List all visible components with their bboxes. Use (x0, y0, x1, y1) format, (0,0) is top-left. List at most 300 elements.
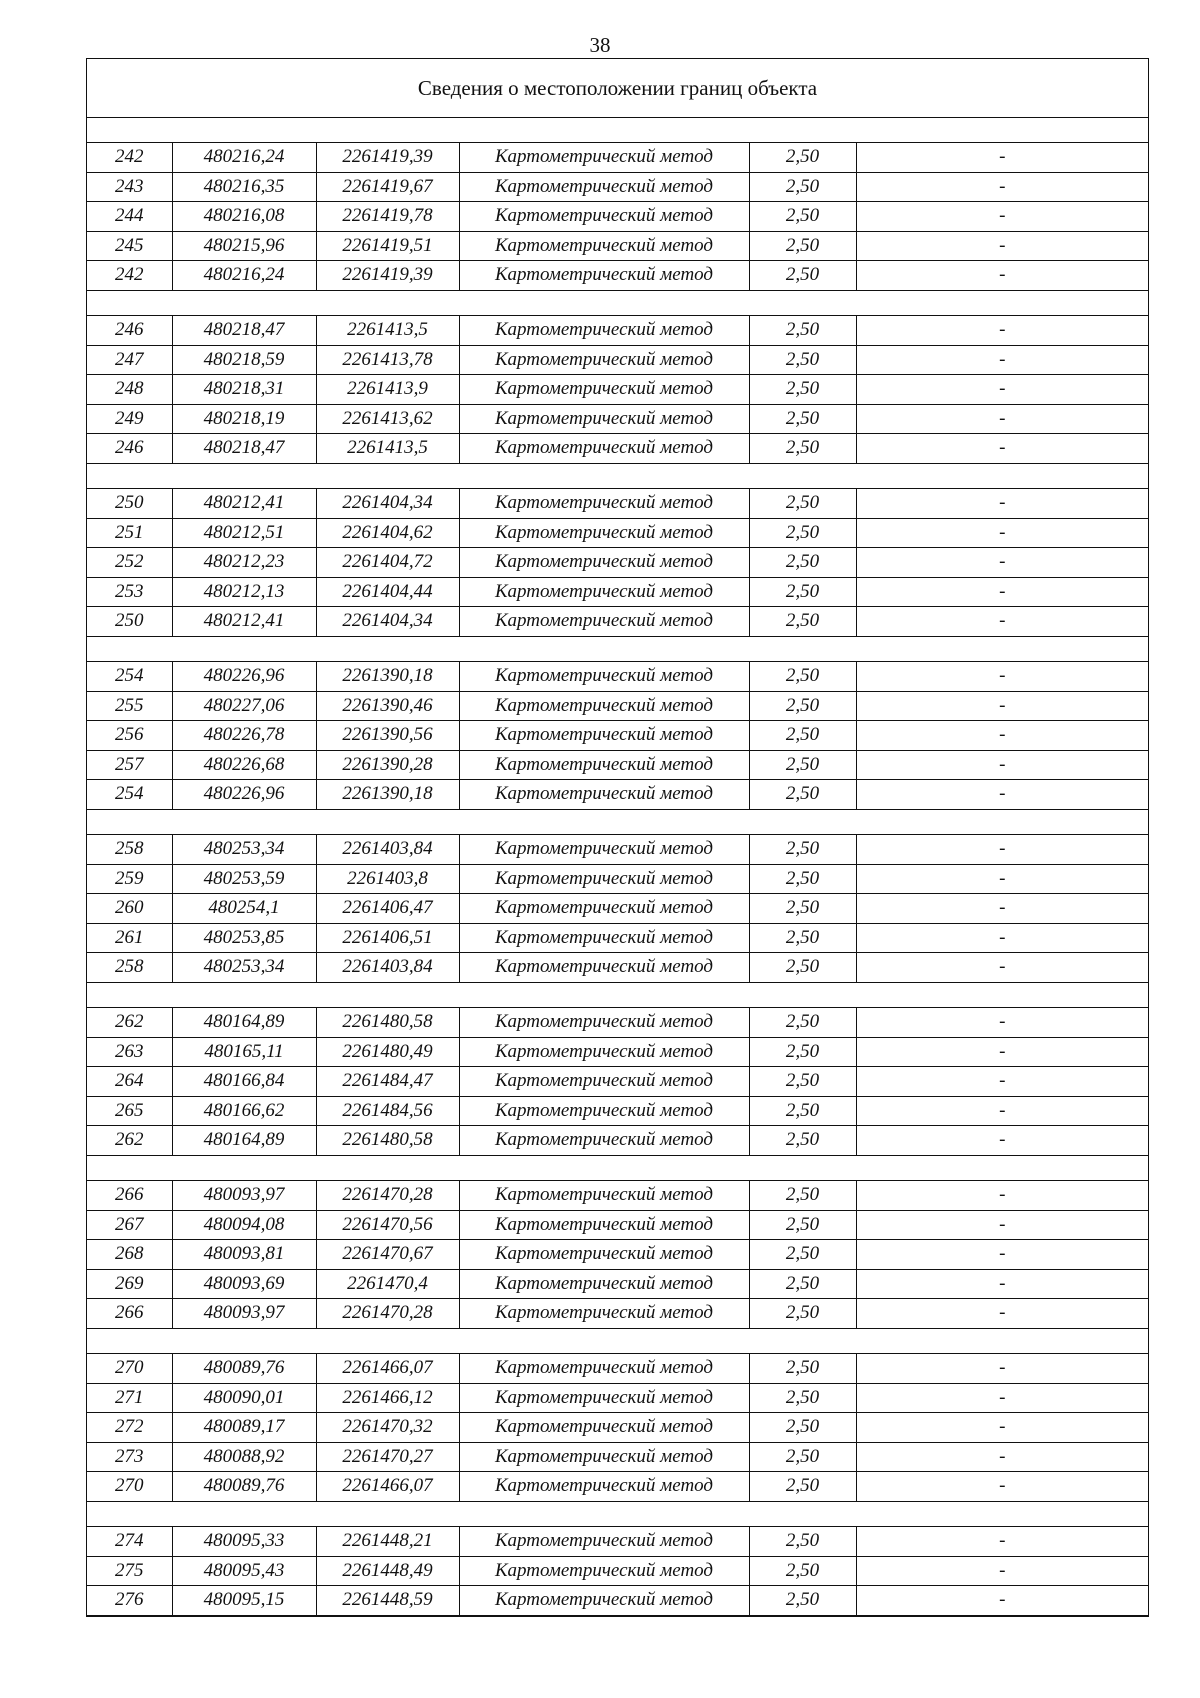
method-cell: Картометрический метод (459, 1354, 749, 1384)
separator-cell (87, 463, 1148, 489)
header-spacer-row (87, 118, 1148, 143)
x-coordinate-cell: 480216,24 (172, 261, 316, 291)
point-number-cell: 257 (87, 750, 172, 780)
method-cell: Картометрический метод (459, 894, 749, 924)
description-cell: - (856, 953, 1148, 983)
x-coordinate-cell: 480216,35 (172, 172, 316, 202)
y-coordinate-cell: 2261448,21 (316, 1527, 459, 1557)
table-row (87, 691, 1148, 721)
x-coordinate-cell: 480166,84 (172, 1067, 316, 1097)
y-coordinate-cell: 2261466,07 (316, 1472, 459, 1502)
point-number-cell: 258 (87, 953, 172, 983)
table-row (87, 434, 1148, 464)
accuracy-cell: 2,50 (749, 662, 856, 692)
point-number-cell: 270 (87, 1472, 172, 1502)
y-coordinate-cell: 2261470,32 (316, 1413, 459, 1443)
table-row (87, 750, 1148, 780)
accuracy-cell: 2,50 (749, 548, 856, 578)
description-cell: - (856, 1037, 1148, 1067)
table-row (87, 607, 1148, 637)
table-row (87, 1008, 1148, 1038)
description-cell: - (856, 375, 1148, 405)
description-cell: - (856, 691, 1148, 721)
accuracy-cell: 2,50 (749, 1181, 856, 1211)
x-coordinate-cell: 480094,08 (172, 1210, 316, 1240)
description-cell: - (856, 864, 1148, 894)
table-row (87, 1413, 1148, 1443)
method-cell: Картометрический метод (459, 489, 749, 519)
y-coordinate-cell: 2261404,72 (316, 548, 459, 578)
table-row (87, 1442, 1148, 1472)
table-row (87, 375, 1148, 405)
accuracy-cell: 2,50 (749, 780, 856, 810)
method-cell: Картометрический метод (459, 1442, 749, 1472)
method-cell: Картометрический метод (459, 662, 749, 692)
accuracy-cell: 2,50 (749, 1586, 856, 1616)
separator-cell (87, 982, 1148, 1008)
table-row (87, 923, 1148, 953)
y-coordinate-cell: 2261470,4 (316, 1269, 459, 1299)
description-cell: - (856, 750, 1148, 780)
method-cell: Картометрический метод (459, 1556, 749, 1586)
description-cell: - (856, 404, 1148, 434)
x-coordinate-cell: 480088,92 (172, 1442, 316, 1472)
y-coordinate-cell: 2261390,28 (316, 750, 459, 780)
table-row (87, 489, 1148, 519)
group-separator-row (87, 809, 1148, 835)
x-coordinate-cell: 480093,81 (172, 1240, 316, 1270)
y-coordinate-cell: 2261470,67 (316, 1240, 459, 1270)
point-number-cell: 245 (87, 231, 172, 261)
boundary-sheet (86, 58, 1149, 1617)
group-separator-row (87, 463, 1148, 489)
description-cell: - (856, 1413, 1148, 1443)
description-cell: - (856, 1586, 1148, 1616)
x-coordinate-cell: 480218,47 (172, 316, 316, 346)
point-number-cell: 275 (87, 1556, 172, 1586)
method-cell: Картометрический метод (459, 172, 749, 202)
accuracy-cell: 2,50 (749, 231, 856, 261)
method-cell: Картометрический метод (459, 1472, 749, 1502)
accuracy-cell: 2,50 (749, 1354, 856, 1384)
y-coordinate-cell: 2261480,58 (316, 1008, 459, 1038)
description-cell: - (856, 1527, 1148, 1557)
x-coordinate-cell: 480254,1 (172, 894, 316, 924)
x-coordinate-cell: 480226,96 (172, 780, 316, 810)
description-cell: - (856, 202, 1148, 232)
x-coordinate-cell: 480253,59 (172, 864, 316, 894)
y-coordinate-cell: 2261404,62 (316, 518, 459, 548)
y-coordinate-cell: 2261404,34 (316, 489, 459, 519)
y-coordinate-cell: 2261419,39 (316, 143, 459, 172)
method-cell: Картометрический метод (459, 1240, 749, 1270)
method-cell: Картометрический метод (459, 1586, 749, 1616)
method-cell: Картометрический метод (459, 750, 749, 780)
separator-cell (87, 290, 1148, 316)
table-row (87, 1472, 1148, 1502)
method-cell: Картометрический метод (459, 1126, 749, 1156)
method-cell: Картометрический метод (459, 953, 749, 983)
table-row (87, 143, 1148, 172)
table-row (87, 316, 1148, 346)
table-row (87, 721, 1148, 751)
point-number-cell: 273 (87, 1442, 172, 1472)
accuracy-cell: 2,50 (749, 1008, 856, 1038)
method-cell: Картометрический метод (459, 261, 749, 291)
x-coordinate-cell: 480253,85 (172, 923, 316, 953)
point-number-cell: 269 (87, 1269, 172, 1299)
accuracy-cell: 2,50 (749, 1240, 856, 1270)
method-cell: Картометрический метод (459, 143, 749, 172)
point-number-cell: 271 (87, 1383, 172, 1413)
accuracy-cell: 2,50 (749, 518, 856, 548)
x-coordinate-cell: 480212,23 (172, 548, 316, 578)
table-row (87, 231, 1148, 261)
separator-cell (87, 636, 1148, 662)
point-number-cell: 242 (87, 143, 172, 172)
accuracy-cell: 2,50 (749, 1556, 856, 1586)
table-row (87, 1240, 1148, 1270)
description-cell: - (856, 518, 1148, 548)
point-number-cell: 265 (87, 1096, 172, 1126)
accuracy-cell: 2,50 (749, 864, 856, 894)
accuracy-cell: 2,50 (749, 894, 856, 924)
x-coordinate-cell: 480226,96 (172, 662, 316, 692)
separator-cell (87, 1155, 1148, 1181)
table-row (87, 1527, 1148, 1557)
description-cell: - (856, 662, 1148, 692)
method-cell: Картометрический метод (459, 1008, 749, 1038)
accuracy-cell: 2,50 (749, 1527, 856, 1557)
accuracy-cell: 2,50 (749, 1472, 856, 1502)
x-coordinate-cell: 480164,89 (172, 1126, 316, 1156)
point-number-cell: 270 (87, 1354, 172, 1384)
description-cell: - (856, 434, 1148, 464)
description-cell: - (856, 261, 1148, 291)
accuracy-cell: 2,50 (749, 1413, 856, 1443)
table-row (87, 1269, 1148, 1299)
accuracy-cell: 2,50 (749, 1096, 856, 1126)
group-separator-row (87, 636, 1148, 662)
accuracy-cell: 2,50 (749, 835, 856, 865)
table-row (87, 261, 1148, 291)
table-row (87, 1037, 1148, 1067)
y-coordinate-cell: 2261466,12 (316, 1383, 459, 1413)
x-coordinate-cell: 480226,68 (172, 750, 316, 780)
table-row (87, 345, 1148, 375)
y-coordinate-cell: 2261419,67 (316, 172, 459, 202)
description-cell: - (856, 489, 1148, 519)
method-cell: Картометрический метод (459, 691, 749, 721)
method-cell: Картометрический метод (459, 1527, 749, 1557)
sheet-title: Сведения о местоположении границ объекта (87, 59, 1148, 118)
y-coordinate-cell: 2261413,78 (316, 345, 459, 375)
method-cell: Картометрический метод (459, 316, 749, 346)
accuracy-cell: 2,50 (749, 1269, 856, 1299)
y-coordinate-cell: 2261484,47 (316, 1067, 459, 1097)
x-coordinate-cell: 480164,89 (172, 1008, 316, 1038)
y-coordinate-cell: 2261403,84 (316, 953, 459, 983)
method-cell: Картометрический метод (459, 345, 749, 375)
point-number-cell: 272 (87, 1413, 172, 1443)
description-cell: - (856, 345, 1148, 375)
x-coordinate-cell: 480253,34 (172, 953, 316, 983)
accuracy-cell: 2,50 (749, 375, 856, 405)
method-cell: Картометрический метод (459, 721, 749, 751)
separator-cell (87, 809, 1148, 835)
accuracy-cell: 2,50 (749, 143, 856, 172)
table-row (87, 1067, 1148, 1097)
x-coordinate-cell: 480226,78 (172, 721, 316, 751)
point-number-cell: 266 (87, 1181, 172, 1211)
point-number-cell: 250 (87, 607, 172, 637)
x-coordinate-cell: 480212,41 (172, 489, 316, 519)
description-cell: - (856, 1181, 1148, 1211)
x-coordinate-cell: 480218,59 (172, 345, 316, 375)
y-coordinate-cell: 2261448,59 (316, 1586, 459, 1616)
x-coordinate-cell: 480093,69 (172, 1269, 316, 1299)
point-number-cell: 250 (87, 489, 172, 519)
table-row (87, 662, 1148, 692)
accuracy-cell: 2,50 (749, 721, 856, 751)
table-row (87, 1299, 1148, 1329)
y-coordinate-cell: 2261390,56 (316, 721, 459, 751)
page-number: 38 (589, 33, 611, 57)
description-cell: - (856, 1556, 1148, 1586)
table-row (87, 1354, 1148, 1384)
y-coordinate-cell: 2261406,47 (316, 894, 459, 924)
point-number-cell: 276 (87, 1586, 172, 1616)
y-coordinate-cell: 2261413,5 (316, 434, 459, 464)
method-cell: Картометрический метод (459, 434, 749, 464)
point-number-cell: 254 (87, 780, 172, 810)
method-cell: Картометрический метод (459, 864, 749, 894)
method-cell: Картометрический метод (459, 231, 749, 261)
y-coordinate-cell: 2261470,56 (316, 1210, 459, 1240)
y-coordinate-cell: 2261390,18 (316, 662, 459, 692)
group-separator-row (87, 1501, 1148, 1527)
accuracy-cell: 2,50 (749, 172, 856, 202)
description-cell: - (856, 894, 1148, 924)
method-cell: Картометрический метод (459, 923, 749, 953)
description-cell: - (856, 835, 1148, 865)
method-cell: Картометрический метод (459, 548, 749, 578)
description-cell: - (856, 316, 1148, 346)
x-coordinate-cell: 480216,24 (172, 143, 316, 172)
separator-cell (87, 1328, 1148, 1354)
y-coordinate-cell: 2261419,39 (316, 261, 459, 291)
accuracy-cell: 2,50 (749, 1442, 856, 1472)
y-coordinate-cell: 2261390,18 (316, 780, 459, 810)
point-number-cell: 274 (87, 1527, 172, 1557)
group-separator-row (87, 290, 1148, 316)
description-cell: - (856, 1472, 1148, 1502)
description-cell: - (856, 1240, 1148, 1270)
table-row (87, 1383, 1148, 1413)
point-number-cell: 256 (87, 721, 172, 751)
y-coordinate-cell: 2261480,58 (316, 1126, 459, 1156)
x-coordinate-cell: 480090,01 (172, 1383, 316, 1413)
table-row (87, 953, 1148, 983)
method-cell: Картометрический метод (459, 577, 749, 607)
y-coordinate-cell: 2261480,49 (316, 1037, 459, 1067)
table-row (87, 835, 1148, 865)
table-row (87, 577, 1148, 607)
point-number-cell: 244 (87, 202, 172, 232)
description-cell: - (856, 143, 1148, 172)
description-cell: - (856, 1126, 1148, 1156)
y-coordinate-cell: 2261404,34 (316, 607, 459, 637)
y-coordinate-cell: 2261406,51 (316, 923, 459, 953)
x-coordinate-cell: 480089,76 (172, 1472, 316, 1502)
point-number-cell: 260 (87, 894, 172, 924)
table-row (87, 864, 1148, 894)
table-row (87, 1586, 1148, 1616)
x-coordinate-cell: 480095,43 (172, 1556, 316, 1586)
point-number-cell: 262 (87, 1126, 172, 1156)
y-coordinate-cell: 2261466,07 (316, 1354, 459, 1384)
point-number-cell: 268 (87, 1240, 172, 1270)
accuracy-cell: 2,50 (749, 691, 856, 721)
x-coordinate-cell: 480253,34 (172, 835, 316, 865)
description-cell: - (856, 577, 1148, 607)
coordinates-table-body (87, 143, 1148, 1615)
point-number-cell: 246 (87, 434, 172, 464)
accuracy-cell: 2,50 (749, 1126, 856, 1156)
point-number-cell: 255 (87, 691, 172, 721)
point-number-cell: 246 (87, 316, 172, 346)
x-coordinate-cell: 480093,97 (172, 1299, 316, 1329)
accuracy-cell: 2,50 (749, 404, 856, 434)
y-coordinate-cell: 2261413,62 (316, 404, 459, 434)
accuracy-cell: 2,50 (749, 1383, 856, 1413)
method-cell: Картометрический метод (459, 202, 749, 232)
y-coordinate-cell: 2261413,9 (316, 375, 459, 405)
x-coordinate-cell: 480089,76 (172, 1354, 316, 1384)
point-number-cell: 263 (87, 1037, 172, 1067)
x-coordinate-cell: 480095,33 (172, 1527, 316, 1557)
table-row (87, 1126, 1148, 1156)
method-cell: Картометрический метод (459, 1181, 749, 1211)
accuracy-cell: 2,50 (749, 953, 856, 983)
description-cell: - (856, 1269, 1148, 1299)
point-number-cell: 249 (87, 404, 172, 434)
point-number-cell: 264 (87, 1067, 172, 1097)
point-number-cell: 251 (87, 518, 172, 548)
coordinates-table (87, 143, 1148, 1616)
x-coordinate-cell: 480218,31 (172, 375, 316, 405)
separator-cell (87, 1501, 1148, 1527)
point-number-cell: 252 (87, 548, 172, 578)
accuracy-cell: 2,50 (749, 434, 856, 464)
table-row (87, 1556, 1148, 1586)
y-coordinate-cell: 2261448,49 (316, 1556, 459, 1586)
x-coordinate-cell: 480166,62 (172, 1096, 316, 1126)
point-number-cell: 266 (87, 1299, 172, 1329)
accuracy-cell: 2,50 (749, 489, 856, 519)
description-cell: - (856, 607, 1148, 637)
method-cell: Картометрический метод (459, 835, 749, 865)
x-coordinate-cell: 480216,08 (172, 202, 316, 232)
x-coordinate-cell: 480093,97 (172, 1181, 316, 1211)
description-cell: - (856, 923, 1148, 953)
y-coordinate-cell: 2261484,56 (316, 1096, 459, 1126)
method-cell: Картометрический метод (459, 518, 749, 548)
description-cell: - (856, 548, 1148, 578)
group-separator-row (87, 1328, 1148, 1354)
accuracy-cell: 2,50 (749, 1067, 856, 1097)
y-coordinate-cell: 2261413,5 (316, 316, 459, 346)
method-cell: Картометрический метод (459, 607, 749, 637)
point-number-cell: 242 (87, 261, 172, 291)
method-cell: Картометрический метод (459, 375, 749, 405)
accuracy-cell: 2,50 (749, 202, 856, 232)
table-row (87, 518, 1148, 548)
description-cell: - (856, 1096, 1148, 1126)
method-cell: Картометрический метод (459, 780, 749, 810)
accuracy-cell: 2,50 (749, 1299, 856, 1329)
x-coordinate-cell: 480089,17 (172, 1413, 316, 1443)
y-coordinate-cell: 2261470,28 (316, 1181, 459, 1211)
description-cell: - (856, 780, 1148, 810)
x-coordinate-cell: 480215,96 (172, 231, 316, 261)
description-cell: - (856, 1442, 1148, 1472)
method-cell: Картометрический метод (459, 404, 749, 434)
accuracy-cell: 2,50 (749, 1037, 856, 1067)
point-number-cell: 248 (87, 375, 172, 405)
x-coordinate-cell: 480212,41 (172, 607, 316, 637)
accuracy-cell: 2,50 (749, 577, 856, 607)
point-number-cell: 267 (87, 1210, 172, 1240)
description-cell: - (856, 1383, 1148, 1413)
y-coordinate-cell: 2261404,44 (316, 577, 459, 607)
description-cell: - (856, 1354, 1148, 1384)
description-cell: - (856, 1067, 1148, 1097)
accuracy-cell: 2,50 (749, 923, 856, 953)
y-coordinate-cell: 2261390,46 (316, 691, 459, 721)
y-coordinate-cell: 2261470,28 (316, 1299, 459, 1329)
description-cell: - (856, 1008, 1148, 1038)
x-coordinate-cell: 480165,11 (172, 1037, 316, 1067)
point-number-cell: 243 (87, 172, 172, 202)
x-coordinate-cell: 480218,47 (172, 434, 316, 464)
x-coordinate-cell: 480212,13 (172, 577, 316, 607)
point-number-cell: 259 (87, 864, 172, 894)
point-number-cell: 253 (87, 577, 172, 607)
table-row (87, 548, 1148, 578)
accuracy-cell: 2,50 (749, 1210, 856, 1240)
method-cell: Картометрический метод (459, 1383, 749, 1413)
accuracy-cell: 2,50 (749, 750, 856, 780)
table-row (87, 1210, 1148, 1240)
point-number-cell: 262 (87, 1008, 172, 1038)
method-cell: Картометрический метод (459, 1037, 749, 1067)
point-number-cell: 247 (87, 345, 172, 375)
point-number-cell: 258 (87, 835, 172, 865)
description-cell: - (856, 721, 1148, 751)
method-cell: Картометрический метод (459, 1096, 749, 1126)
x-coordinate-cell: 480218,19 (172, 404, 316, 434)
method-cell: Картометрический метод (459, 1413, 749, 1443)
method-cell: Картометрический метод (459, 1067, 749, 1097)
x-coordinate-cell: 480095,15 (172, 1586, 316, 1616)
description-cell: - (856, 1210, 1148, 1240)
method-cell: Картометрический метод (459, 1210, 749, 1240)
description-cell: - (856, 1299, 1148, 1329)
table-row (87, 172, 1148, 202)
y-coordinate-cell: 2261470,27 (316, 1442, 459, 1472)
x-coordinate-cell: 480227,06 (172, 691, 316, 721)
